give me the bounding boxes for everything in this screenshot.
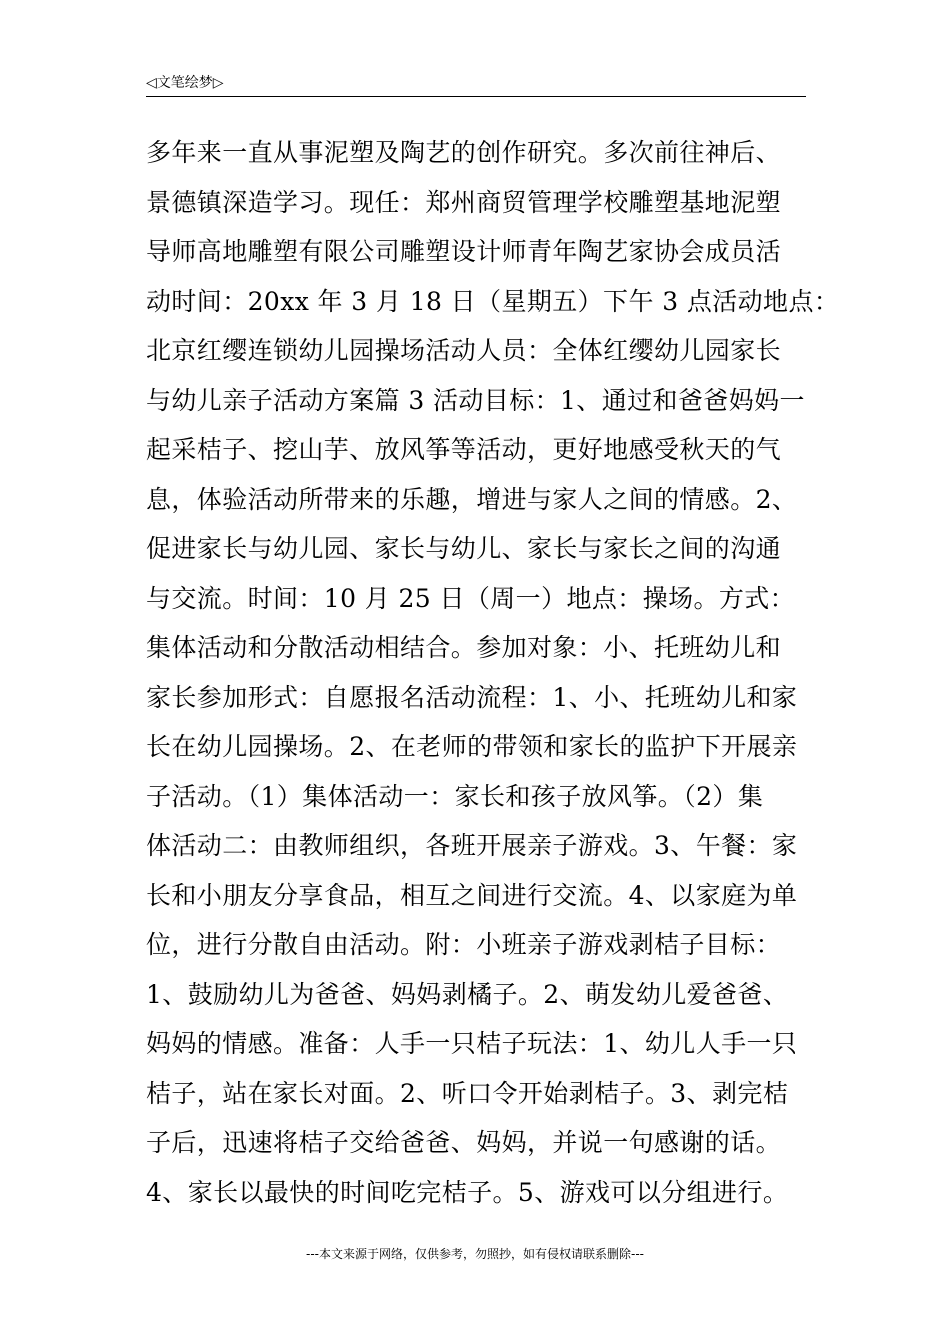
- body-line: 动时间：20xx 年 3 月 18 日（星期五）下午 3 点活动地点：: [146, 286, 840, 316]
- document-body: [146, 128, 840, 1217]
- body-line: 妈妈的情感。准备：人手一只桔子玩法：1、幼儿人手一只: [146, 1029, 798, 1058]
- body-line: 体活动二：由教师组织，各班开展亲子游戏。3、午餐：家: [146, 831, 798, 860]
- body-line: 子后，迅速将桔子交给爸爸、妈妈，并说一句感谢的话。: [146, 1128, 782, 1157]
- body-line: 导师高地雕塑有限公司雕塑设计师青年陶艺家协会成员活: [146, 237, 782, 266]
- body-line: 起采桔子、挖山芋、放风筝等活动，更好地感受秋天的气: [146, 435, 782, 464]
- body-line: 4、家长以最快的时间吃完桔子。5、游戏可以分组进行。: [146, 1177, 789, 1207]
- body-line: 促进家长与幼儿园、家长与幼儿、家长与家长之间的沟通: [146, 534, 782, 563]
- body-line: 北京红缨连锁幼儿园操场活动人员：全体红缨幼儿园家长: [146, 336, 782, 365]
- body-line: 桔子，站在家长对面。2、听口令开始剥桔子。3、剥完桔: [146, 1078, 789, 1108]
- body-line: 景德镇深造学习。现任：郑州商贸管理学校雕塑基地泥塑: [146, 187, 782, 217]
- body-line: 长和小朋友分享食品，相互之间进行交流。4、以家庭为单: [146, 880, 798, 910]
- body-line: 长在幼儿园操场。2、在老师的带领和家长的监护下开展亲: [146, 732, 798, 761]
- page-header: [146, 70, 806, 98]
- body-line: 家长参加形式：自愿报名活动流程：1、小、托班幼儿和家: [146, 682, 798, 712]
- body-line: 息，体验活动所带来的乐趣，增进与家人之间的情感。2、: [146, 484, 798, 514]
- footer-notice: ---本文来源于网络，仅供参考，勿照抄，如有侵权请联系删除---: [306, 1247, 644, 1261]
- body-line: 与交流。时间：10 月 25 日（周一）地点：操场。方式：: [146, 583, 796, 613]
- body-line: 集体活动和分散活动相结合。参加对象：小、托班幼儿和: [146, 633, 782, 662]
- header-label: ◁文笔绘梦▷: [146, 75, 224, 91]
- body-line: 位，进行分散自由活动。附：小班亲子游戏剥桔子目标：: [146, 930, 782, 959]
- body-line: 与幼儿亲子活动方案篇 3 活动目标：1、通过和爸爸妈妈一: [146, 385, 805, 415]
- body-line: 多年来一直从事泥塑及陶艺的创作研究。多次前往神后、: [146, 138, 782, 167]
- body-line: 1、鼓励幼儿为爸爸、妈妈剥橘子。2、萌发幼儿爱爸爸、: [146, 979, 789, 1009]
- body-line: 子活动。（1）集体活动一：家长和孩子放风筝。（2）集: [146, 781, 764, 811]
- header-divider: [146, 96, 806, 97]
